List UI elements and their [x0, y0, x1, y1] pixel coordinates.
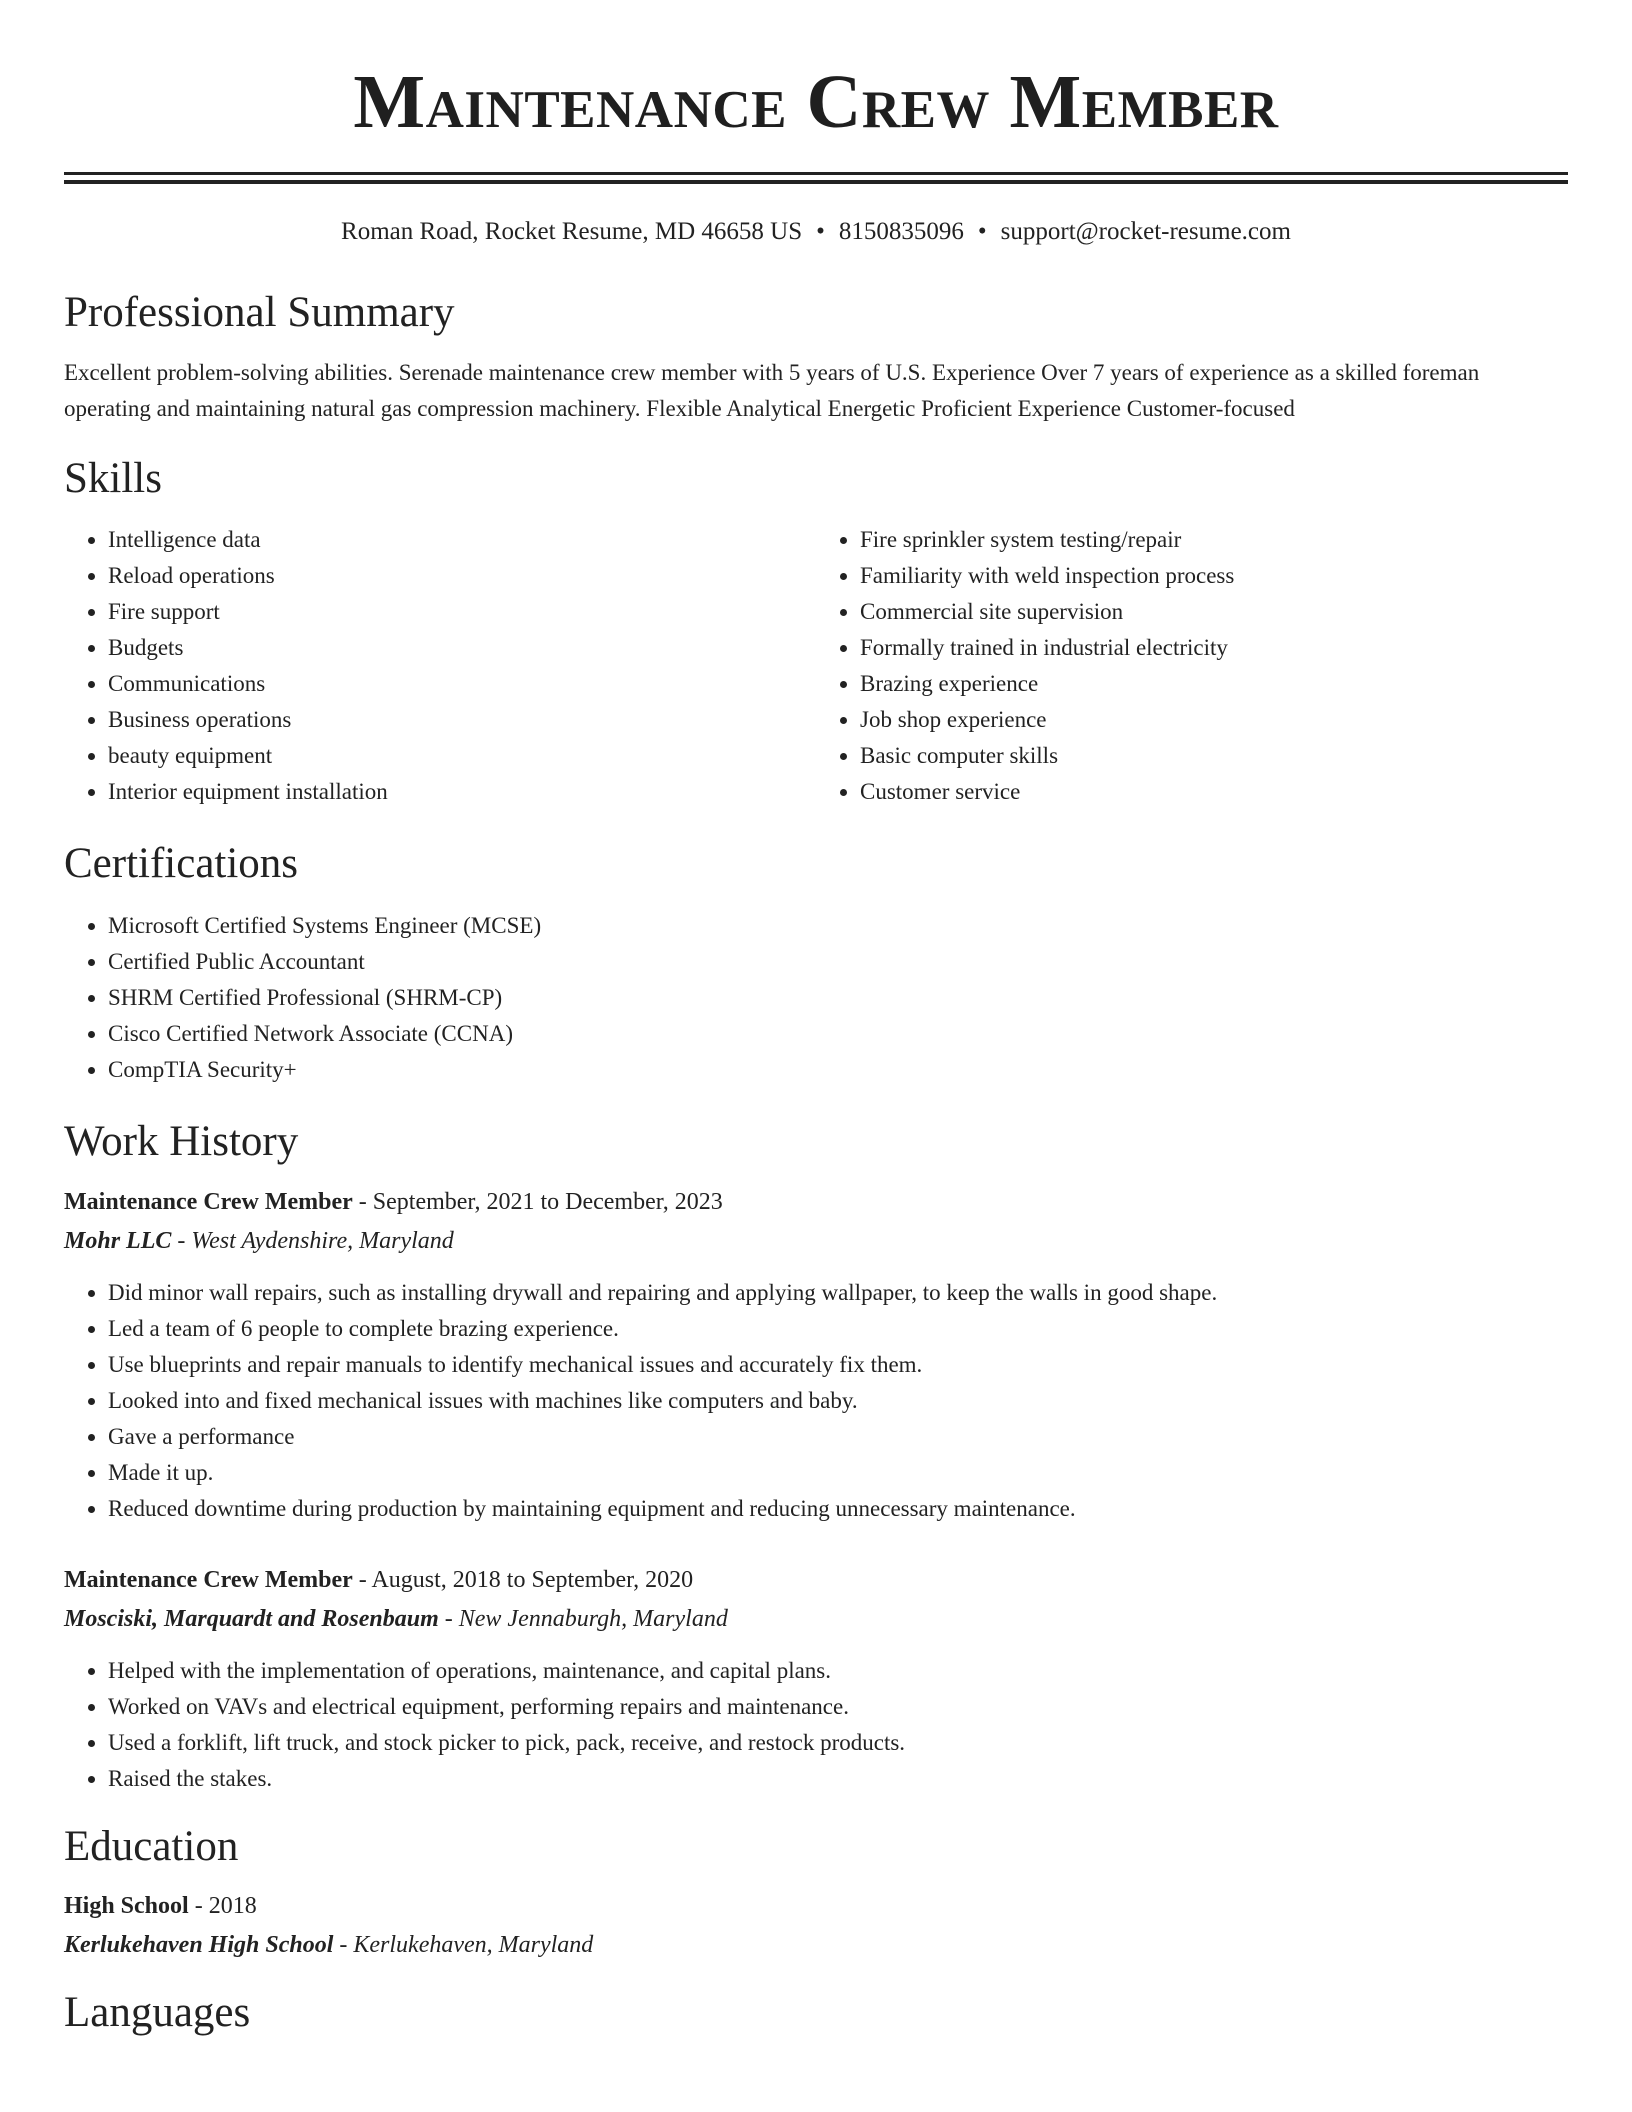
job-duty: • Gave a performance — [108, 1419, 1568, 1455]
job-dates: - September, 2021 to December, 2023 — [352, 1189, 723, 1216]
certifications-list — [64, 908, 1568, 1088]
skill-item: • Interior equipment installation — [108, 774, 816, 810]
job-duty: • Led a team of 6 people to complete brazing experience. — [108, 1311, 1568, 1347]
certification-item: • CompTIA Security+ — [108, 1052, 1568, 1088]
contact-address: Roman Road, Rocket Resume, MD 46658 US — [341, 218, 803, 245]
job-company: Mohr LLC — [64, 1228, 172, 1255]
skill-item: • Job shop experience — [860, 702, 1568, 738]
certification-item: • Microsoft Certified Systems Engineer (MCSE) — [108, 908, 1568, 944]
contact-email: support@rocket-resume.com — [1000, 218, 1291, 245]
summary-text: Excellent problem-solving abilities. Serenade maintenance crew member with 5 years of U.S. Experience Over 7 years of experience as a skilled foreman operating and maintaining natural gas compression machinery. Flexible Analytical Energetic Proficient Experience Customer-focused — [64, 359, 1480, 421]
job-duty: • Reduced downtime during production by maintaining equipment and reducing unnecessary maintenance. — [108, 1491, 1568, 1527]
job-entry — [64, 1183, 1568, 1527]
skill-item: • Budgets — [108, 630, 816, 666]
skill-item: • Commercial site supervision — [860, 594, 1568, 630]
resume-name: Maintenance Crew Member — [353, 60, 1279, 144]
education-degree-line — [64, 1887, 1568, 1926]
education-entry — [64, 1887, 1568, 1965]
job-company: Mosciski, Marquardt and Rosenbaum — [64, 1606, 439, 1633]
skill-item: • Fire support — [108, 594, 816, 630]
certifications-heading: Certifications — [64, 840, 299, 888]
job-location: - West Aydenshire, Maryland — [171, 1228, 454, 1255]
education-school: Kerlukehaven High School — [64, 1931, 334, 1958]
certification-item: • Certified Public Accountant — [108, 944, 1568, 980]
job-duty: • Used a forklift, lift truck, and stock picker to pick, pack, receive, and restock products. — [108, 1725, 1568, 1761]
education-year: - 2018 — [188, 1892, 257, 1919]
skill-item: • Formally trained in industrial electricity — [860, 630, 1568, 666]
certification-item: • SHRM Certified Professional (SHRM-CP) — [108, 980, 1568, 1016]
contact-line — [64, 217, 1568, 247]
job-company-line — [64, 1600, 1568, 1639]
skill-item: • Fire sprinkler system testing/repair — [860, 522, 1568, 558]
contact-separator: • — [977, 218, 987, 245]
skills-list-right — [816, 522, 1568, 810]
job-duties-list — [64, 1275, 1568, 1527]
job-title-line — [64, 1561, 1568, 1600]
job-duty: • Looked into and fixed mechanical issues with machines like computers and baby. — [108, 1383, 1568, 1419]
header-divider — [64, 172, 1568, 184]
education-location: - Kerlukehaven, Maryland — [333, 1931, 594, 1958]
skill-item: • Business operations — [108, 702, 816, 738]
job-dates: - August, 2018 to September, 2020 — [352, 1567, 694, 1594]
skills-list-left — [64, 522, 816, 810]
skill-item: • Intelligence data — [108, 522, 816, 558]
certification-item: • Cisco Certified Network Associate (CCNA) — [108, 1016, 1568, 1052]
education-heading: Education — [64, 1823, 239, 1871]
job-duty: • Worked on VAVs and electrical equipment, performing repairs and maintenance. — [108, 1689, 1568, 1725]
skill-item: • Reload operations — [108, 558, 816, 594]
job-location: - New Jennaburgh, Maryland — [438, 1606, 728, 1633]
job-duties-list — [64, 1653, 1568, 1797]
skill-item: • Basic computer skills — [860, 738, 1568, 774]
education-degree: High School — [64, 1892, 189, 1919]
skill-item: • Customer service — [860, 774, 1568, 810]
job-duty: • Helped with the implementation of operations, maintenance, and capital plans. — [108, 1653, 1568, 1689]
skill-item: • Familiarity with weld inspection process — [860, 558, 1568, 594]
contact-separator: • — [816, 218, 825, 245]
job-role: Maintenance Crew Member — [64, 1567, 353, 1594]
job-duty: • Did minor wall repairs, such as installing drywall and repairing and applying wallpaper, to keep the walls in good shape. — [108, 1275, 1568, 1311]
job-duty: • Use blueprints and repair manuals to identify mechanical issues and accurately fix them. — [108, 1347, 1568, 1383]
work-history-heading: Work History — [64, 1117, 299, 1165]
summary-heading: Professional Summary — [64, 289, 455, 336]
job-duty: • Raised the stakes. — [108, 1761, 1568, 1797]
skills-heading: Skills — [64, 454, 162, 502]
job-entry — [64, 1561, 1568, 1797]
job-company-line — [64, 1222, 1568, 1261]
skill-item: • Brazing experience — [860, 666, 1568, 702]
job-role: Maintenance Crew Member — [64, 1189, 353, 1216]
education-school-line — [64, 1926, 1568, 1965]
contact-phone: 8150835096 — [838, 218, 964, 245]
languages-heading: Languages — [64, 1988, 251, 2036]
skill-item: • beauty equipment — [108, 738, 816, 774]
skills-columns — [64, 522, 1568, 810]
skill-item: • Communications — [108, 666, 816, 702]
job-duty: • Made it up. — [108, 1455, 1568, 1491]
job-title-line — [64, 1183, 1568, 1222]
